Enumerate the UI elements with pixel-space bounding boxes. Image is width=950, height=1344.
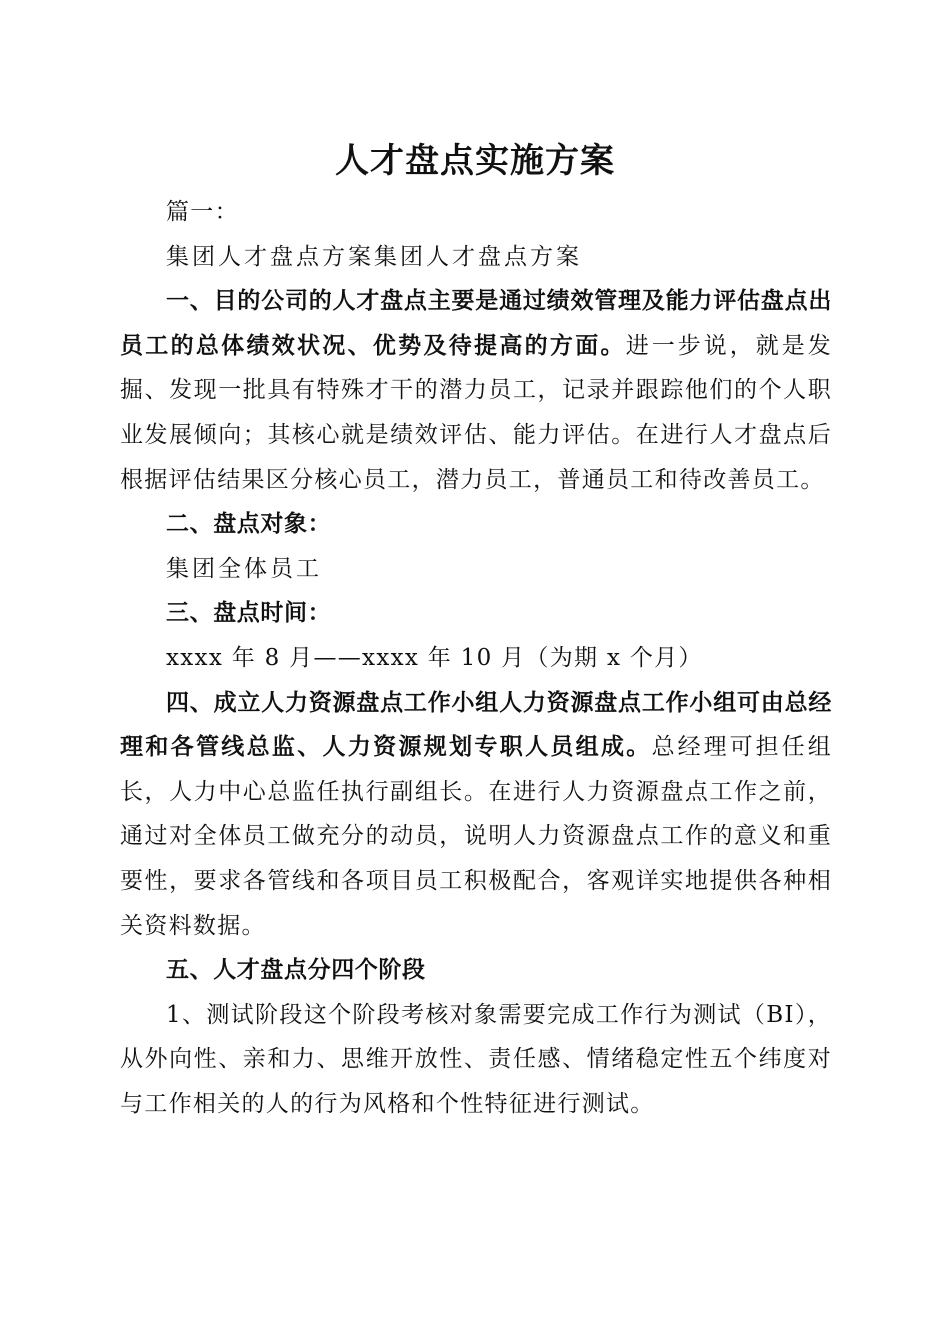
section-5-item-1: 1、测试阶段这个阶段考核对象需要完成工作行为测试（BI），从外向性、亲和力、思维开放性、责任感、情绪稳定性五个纬度对与工作相关的人的行为风格和个性特征进行测试。	[120, 1001, 832, 1117]
section-5-heading: 五、人才盘点分四个阶段	[166, 957, 426, 984]
section-1-paragraph	[120, 279, 832, 502]
section-3-heading: 三、盘点时间：	[166, 600, 332, 627]
section-3-text: xxxx 年 8 月——xxxx 年 10 月（为期 x 个月）	[166, 644, 703, 671]
section-4-heading: 四、成立人力资源盘点工作小组人力资源盘点工作小组可由总经理和各管线总监、人力资源规划专职人员组成。	[120, 689, 832, 761]
section-4-paragraph	[120, 681, 832, 949]
document-body	[120, 190, 832, 1126]
page-title: 人才盘点实施方案	[335, 141, 615, 181]
section-4-text: 总经理可担任组长，人力中心总监任执行副组长。在进行人力资源盘点工作之前，通过对全体员工做充分的动员，说明人力资源盘点工作的意义和重要性，要求各管线和各项目员工积极配合，客观详实地提供各种相关资料数据。	[120, 734, 832, 939]
section-1-text: 进一步说，就是发掘、发现一批具有特殊才干的潜力员工，记录并跟踪他们的个人职业发展倾向；其核心就是绩效评估、能力评估。在进行人才盘点后根据评估结果区分核心员工，潜力员工，普通员工和待改善员工。	[120, 332, 833, 493]
section-1-heading: 一、目的公司的人才盘点主要是通过绩效管理及能力评估盘点出员工的总体绩效状况、优势及待提高的方面。	[120, 288, 832, 359]
section-2-text: 集团全体员工	[166, 555, 322, 582]
part-label: 篇一：	[166, 199, 239, 225]
document-subtitle: 集团人才盘点方案集团人才盘点方案	[166, 243, 582, 270]
section-2-heading: 二、盘点对象：	[166, 511, 332, 538]
